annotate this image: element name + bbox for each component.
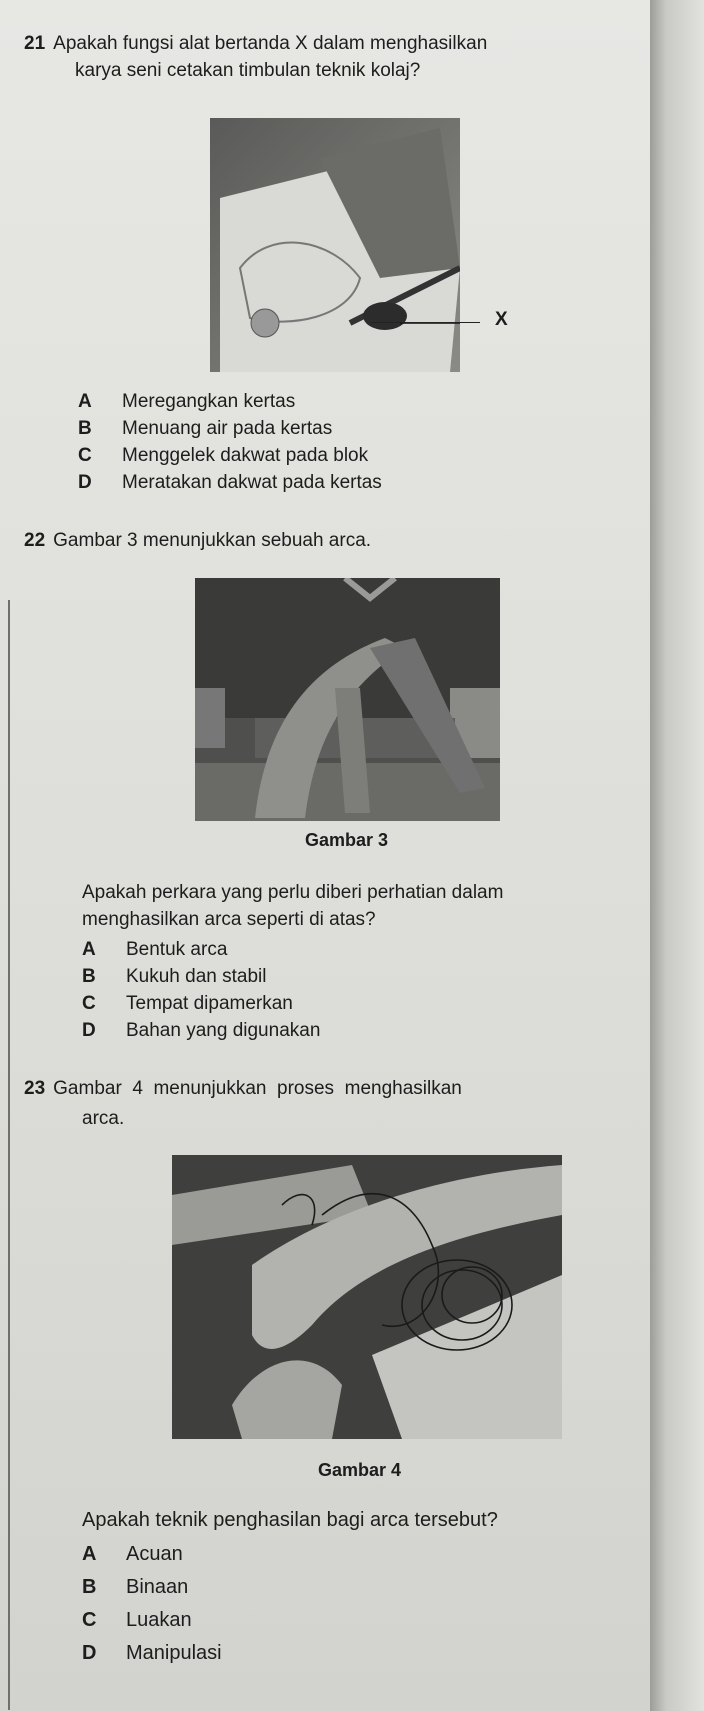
option-a[interactable]: A Bentuk arca bbox=[82, 939, 228, 960]
option-b[interactable]: B Menuang air pada kertas bbox=[78, 418, 333, 439]
question-number: 21 bbox=[24, 33, 46, 54]
figure-caption: Gambar 4 bbox=[318, 1460, 402, 1480]
option-d[interactable]: D Bahan yang digunakan bbox=[82, 1020, 321, 1041]
brayer-illustration bbox=[210, 118, 460, 372]
question-22-prompt-line2: menghasilkan arca seperti di atas? bbox=[82, 909, 376, 930]
option-c[interactable]: C Luakan bbox=[82, 1609, 192, 1631]
question-text: Apakah fungsi alat bertanda X dalam menghasilkan bbox=[53, 33, 488, 54]
question-22 bbox=[24, 527, 624, 554]
page-fold-shadow bbox=[650, 0, 704, 1711]
figure-brayer-photo bbox=[210, 118, 460, 372]
question-21-line2: karya seni cetakan timbulan teknik kolaj? bbox=[75, 60, 421, 81]
question-23 bbox=[24, 1075, 654, 1102]
figure-caption: Gambar 3 bbox=[305, 830, 389, 850]
option-b[interactable]: B Binaan bbox=[82, 1576, 189, 1598]
figure-wire-sculpture-photo bbox=[172, 1155, 562, 1439]
question-21 bbox=[24, 30, 624, 57]
option-b[interactable]: B Kukuh dan stabil bbox=[82, 966, 267, 987]
figure-sculpture-photo bbox=[195, 578, 500, 821]
wire-sculpture-illustration bbox=[172, 1155, 562, 1439]
question-number: 22 bbox=[24, 530, 46, 551]
option-c[interactable]: C Menggelek dakwat pada blok bbox=[78, 445, 369, 466]
option-d[interactable]: D Manipulasi bbox=[82, 1642, 222, 1664]
option-a[interactable]: A Acuan bbox=[82, 1543, 183, 1565]
option-a[interactable]: A Meregangkan kertas bbox=[78, 391, 296, 412]
question-23-line2: arca. bbox=[82, 1108, 125, 1129]
question-text: Gambar 4 menunjukkan proses menghasilkan bbox=[53, 1078, 462, 1099]
option-d[interactable]: D Meratakan dakwat pada kertas bbox=[78, 472, 382, 493]
label-pointer-line bbox=[370, 322, 480, 323]
sculpture-illustration bbox=[195, 578, 500, 821]
margin-line bbox=[8, 600, 10, 1710]
question-22-prompt-line1: Apakah perkara yang perlu diberi perhatian dalam bbox=[82, 882, 504, 903]
question-number: 23 bbox=[24, 1078, 46, 1099]
option-c[interactable]: C Tempat dipamerkan bbox=[82, 993, 293, 1014]
question-text: Gambar 3 menunjukkan sebuah arca. bbox=[53, 530, 372, 551]
question-23-prompt: Apakah teknik penghasilan bagi arca tersebut? bbox=[82, 1509, 498, 1531]
figure-label-x: X bbox=[495, 309, 508, 330]
